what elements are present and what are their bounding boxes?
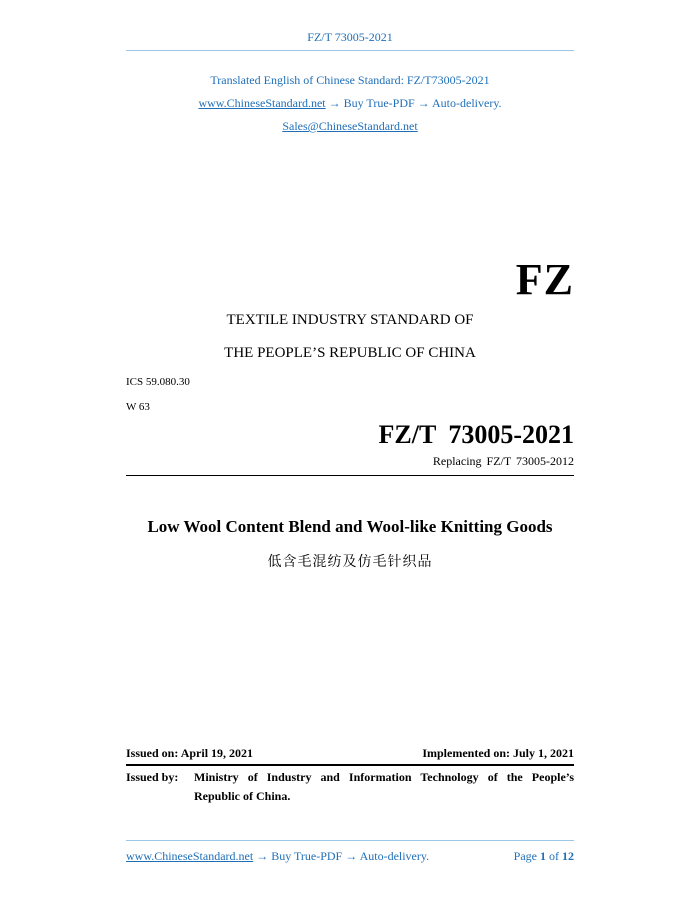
ics-code: ICS 59.080.30 <box>126 376 190 388</box>
running-header: FZ/T 73005-2021 <box>307 30 393 44</box>
page-number: 1 <box>540 849 546 863</box>
issue-divider <box>126 764 574 766</box>
translation-notice: Translated English of Chinese Standard: FZ/T73005-2021 <box>210 73 490 87</box>
page-total: 12 <box>562 849 574 863</box>
site-link[interactable]: www.ChineseStandard.net <box>198 96 326 110</box>
title-divider <box>126 475 574 476</box>
email-link[interactable]: Sales@ChineseStandard.net <box>282 119 418 133</box>
buy-text: → Buy True-PDF → Auto-delivery. <box>325 96 502 110</box>
email-line <box>0 119 700 134</box>
classification-code: W 63 <box>126 401 150 413</box>
footer-site-link[interactable]: www.ChineseStandard.net <box>126 849 254 863</box>
issued-on: Issued on: April 19, 2021 <box>126 746 254 760</box>
standard-type-line1: TEXTILE INDUSTRY STANDARD OF <box>226 312 474 328</box>
document-title-chinese: 低含毛混纺及仿毛针织品 <box>267 554 433 570</box>
issued-by-line1: Ministry of Industry and Information Technology of the People’s <box>194 770 574 784</box>
footer-links <box>126 849 429 864</box>
replacing-note: Replacing FZ/T 73005-2012 <box>432 454 574 468</box>
issued-by-line2: Republic of China. <box>194 789 291 803</box>
page-indicator <box>514 849 574 864</box>
document-title: Low Wool Content Blend and Wool-like Knitting Goods <box>147 517 553 536</box>
issued-by-label: Issued by: <box>126 770 179 784</box>
footer-buy-text: → Buy True-PDF → Auto-delivery. <box>253 849 430 863</box>
page-of: of <box>546 849 562 863</box>
page-prefix: Page <box>513 849 540 863</box>
standard-type-line2: THE PEOPLE’S REPUBLIC OF CHINA <box>224 345 476 361</box>
implemented-on: Implemented on: July 1, 2021 <box>422 746 574 760</box>
standard-number: FZ/T 73005-2021 <box>378 420 574 449</box>
footer-divider <box>126 840 574 841</box>
header-divider <box>126 50 574 51</box>
links-line <box>0 96 700 111</box>
fz-mark: FZ <box>515 255 574 304</box>
